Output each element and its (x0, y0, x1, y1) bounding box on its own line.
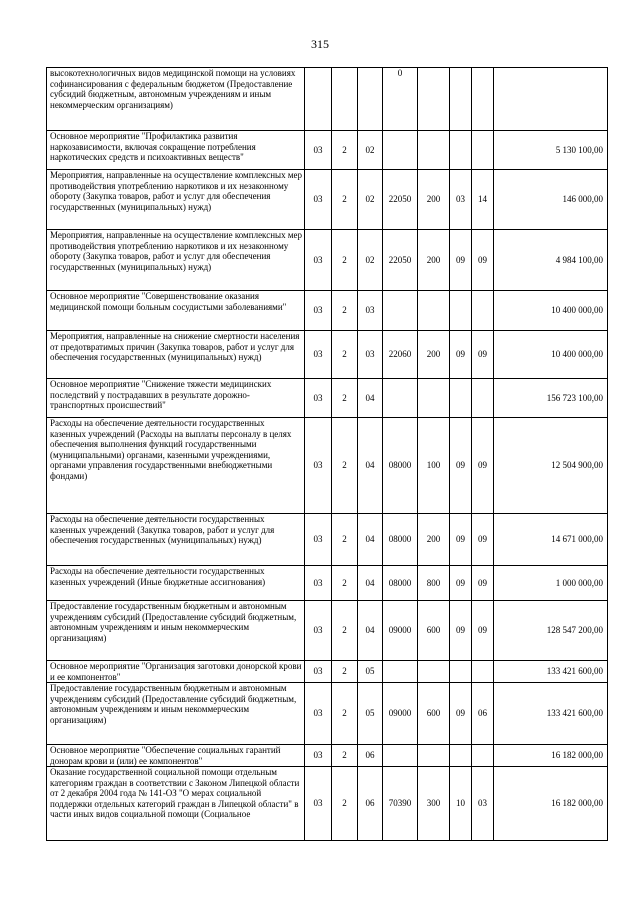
row-subsection (472, 379, 494, 418)
row-description: Мероприятия, направленные на снижение смертности населения от предотвратимых причин (Закупка товаров, работ и услуг для обеспечения государственных (муниципальных) нужд) (47, 331, 305, 379)
budget-table (46, 67, 608, 841)
row-amount: 156 723 100,00 (494, 379, 608, 418)
row-expense-type: 600 (418, 601, 450, 661)
row-subsection: 14 (472, 170, 494, 230)
table-row (47, 514, 608, 566)
row-subprogram: 2 (332, 683, 358, 745)
row-expense-type: 600 (418, 683, 450, 745)
row-event: 06 (358, 767, 383, 841)
row-expense-type: 200 (418, 170, 450, 230)
row-amount: 128 547 200,00 (494, 601, 608, 661)
row-event: 04 (358, 566, 383, 601)
row-description: Основное мероприятие "Профилактика развития наркозависимости, включая сокращение потребления наркотических средств и психоактивных веществ" (47, 131, 305, 170)
row-subprogram: 2 (332, 767, 358, 841)
row-direction: 08000 (383, 566, 418, 601)
row-section (450, 661, 472, 683)
row-subprogram: 2 (332, 230, 358, 291)
row-subprogram: 2 (332, 170, 358, 230)
table-row (47, 767, 608, 841)
row-event: 02 (358, 131, 383, 170)
table-row (47, 601, 608, 661)
table-row (47, 379, 608, 418)
row-amount: 5 130 100,00 (494, 131, 608, 170)
row-description: Предоставление государственным бюджетным и автономным учреждениям субсидий (Предоставление субсидий бюджетным, автономным учреждениям и иным некоммерческим организациям) (47, 601, 305, 661)
row-program: 03 (305, 418, 332, 514)
row-direction (383, 291, 418, 331)
row-event: 04 (358, 514, 383, 566)
row-expense-type: 200 (418, 514, 450, 566)
row-program (305, 68, 332, 131)
row-subprogram: 2 (332, 661, 358, 683)
row-section: 09 (450, 418, 472, 514)
row-direction: 09000 (383, 683, 418, 745)
row-subprogram: 2 (332, 745, 358, 767)
row-subsection (472, 68, 494, 131)
row-subsection: 06 (472, 683, 494, 745)
row-expense-type (418, 291, 450, 331)
table-row (47, 418, 608, 514)
row-direction (383, 131, 418, 170)
row-description: Расходы на обеспечение деятельности государственных казенных учреждений (Расходы на выплаты персоналу в целях обеспечения выполнения функций государственными (муниципальными) органами, казенными учреждениями, органами управления государственными внебюджетными фондами) (47, 418, 305, 514)
row-amount: 4 984 100,00 (494, 230, 608, 291)
row-subprogram: 2 (332, 291, 358, 331)
row-direction (383, 745, 418, 767)
row-subsection (472, 131, 494, 170)
row-section: 09 (450, 683, 472, 745)
row-description: Основное мероприятие "Обеспечение социальных гарантий донорам крови и (или) ее компонентов" (47, 745, 305, 767)
row-direction (383, 661, 418, 683)
row-program: 03 (305, 683, 332, 745)
row-program: 03 (305, 566, 332, 601)
row-section: 09 (450, 601, 472, 661)
table-row (47, 230, 608, 291)
row-direction: 09000 (383, 601, 418, 661)
row-description: Мероприятия, направленные на осуществление комплексных мер противодействия употреблению наркотиков и их незаконному обороту (Закупка товаров, работ и услуг для обеспечения государственных (муниципальных) нужд) (47, 170, 305, 230)
row-amount: 146 000,00 (494, 170, 608, 230)
row-amount: 12 504 900,00 (494, 418, 608, 514)
row-section: 10 (450, 767, 472, 841)
row-subsection (472, 291, 494, 331)
row-subsection: 09 (472, 566, 494, 601)
row-subprogram: 2 (332, 131, 358, 170)
table-row (47, 131, 608, 170)
row-description: высокотехнологичных видов медицинской помощи на условиях софинансирования с федеральным бюджетом (Предоставление субсидий бюджетным, автономным учреждениям и иным некоммерческим организациям) (47, 68, 305, 131)
row-amount: 133 421 600,00 (494, 661, 608, 683)
table-row (47, 68, 608, 131)
table-row (47, 661, 608, 683)
table-row (47, 566, 608, 601)
row-direction: 08000 (383, 418, 418, 514)
row-description: Оказание государственной социальной помощи отдельным категориям граждан в соответствии с Законом Липецкой области от 2 декабря 2004 года № 141-ОЗ "О мерах социальной поддержки отдельных категорий граждан в Липецкой области" в части иных видов социальной помощи (Социальное (47, 767, 305, 841)
row-description: Основное мероприятие "Организация заготовки донорской крови и ее компонентов" (47, 661, 305, 683)
row-section: 09 (450, 331, 472, 379)
row-amount: 14 671 000,00 (494, 514, 608, 566)
row-expense-type (418, 68, 450, 131)
table-row (47, 745, 608, 767)
row-event (358, 68, 383, 131)
row-direction (383, 379, 418, 418)
row-amount (494, 68, 608, 131)
row-expense-type (418, 745, 450, 767)
row-event: 04 (358, 418, 383, 514)
table-row (47, 170, 608, 230)
row-expense-type (418, 661, 450, 683)
row-program: 03 (305, 601, 332, 661)
row-direction: 22050 (383, 170, 418, 230)
row-program: 03 (305, 230, 332, 291)
row-event: 04 (358, 601, 383, 661)
row-program: 03 (305, 291, 332, 331)
row-section (450, 291, 472, 331)
row-amount: 1 000 000,00 (494, 566, 608, 601)
page-number: 315 (311, 37, 329, 51)
row-program: 03 (305, 379, 332, 418)
row-direction: 0 (383, 68, 418, 131)
row-program: 03 (305, 661, 332, 683)
row-subsection: 09 (472, 230, 494, 291)
row-expense-type: 300 (418, 767, 450, 841)
row-subprogram: 2 (332, 379, 358, 418)
row-subprogram (332, 68, 358, 131)
row-amount: 16 182 000,00 (494, 745, 608, 767)
row-amount: 10 400 000,00 (494, 331, 608, 379)
row-event: 04 (358, 379, 383, 418)
row-subsection (472, 745, 494, 767)
row-section: 09 (450, 230, 472, 291)
table-row (47, 331, 608, 379)
table-row (47, 291, 608, 331)
row-description: Предоставление государственным бюджетным и автономным учреждениям субсидий (Предоставление субсидий бюджетным, автономным учреждениям и иным некоммерческим организациям) (47, 683, 305, 745)
row-event: 06 (358, 745, 383, 767)
row-direction: 08000 (383, 514, 418, 566)
row-event: 05 (358, 683, 383, 745)
row-subprogram: 2 (332, 331, 358, 379)
row-program: 03 (305, 514, 332, 566)
row-expense-type: 800 (418, 566, 450, 601)
row-section: 09 (450, 566, 472, 601)
row-program: 03 (305, 170, 332, 230)
row-expense-type: 200 (418, 230, 450, 291)
row-subsection: 09 (472, 601, 494, 661)
row-program: 03 (305, 767, 332, 841)
row-section (450, 379, 472, 418)
row-subprogram: 2 (332, 514, 358, 566)
row-subsection: 09 (472, 418, 494, 514)
row-program: 03 (305, 331, 332, 379)
row-subsection: 09 (472, 514, 494, 566)
row-event: 03 (358, 291, 383, 331)
row-expense-type: 200 (418, 331, 450, 379)
row-description: Мероприятия, направленные на осуществление комплексных мер противодействия употреблению наркотиков и их незаконному обороту (Закупка товаров, работ и услуг для обеспечения государственных (муниципальных) нужд) (47, 230, 305, 291)
row-event: 05 (358, 661, 383, 683)
row-amount: 133 421 600,00 (494, 683, 608, 745)
row-subsection (472, 661, 494, 683)
row-subprogram: 2 (332, 418, 358, 514)
row-section (450, 745, 472, 767)
row-subsection: 09 (472, 331, 494, 379)
row-amount: 10 400 000,00 (494, 291, 608, 331)
row-amount: 16 182 000,00 (494, 767, 608, 841)
row-expense-type (418, 131, 450, 170)
row-description: Основное мероприятие "Снижение тяжести медицинских последствий у пострадавших в результате дорожно-транспортных происшествий" (47, 379, 305, 418)
row-description: Расходы на обеспечение деятельности государственных казенных учреждений (Иные бюджетные ассигнования) (47, 566, 305, 601)
row-program: 03 (305, 131, 332, 170)
row-expense-type (418, 379, 450, 418)
row-subprogram: 2 (332, 566, 358, 601)
row-expense-type: 100 (418, 418, 450, 514)
row-section: 03 (450, 170, 472, 230)
row-event: 03 (358, 331, 383, 379)
row-event: 02 (358, 230, 383, 291)
row-event: 02 (358, 170, 383, 230)
row-direction: 22050 (383, 230, 418, 291)
row-subsection: 03 (472, 767, 494, 841)
table-row (47, 683, 608, 745)
row-direction: 70390 (383, 767, 418, 841)
row-section (450, 68, 472, 131)
row-section (450, 131, 472, 170)
row-subprogram: 2 (332, 601, 358, 661)
row-direction: 22060 (383, 331, 418, 379)
row-program: 03 (305, 745, 332, 767)
row-description: Основное мероприятие "Совершенствование оказания медицинской помощи больным сосудистыми заболеваниями" (47, 291, 305, 331)
row-section: 09 (450, 514, 472, 566)
row-description: Расходы на обеспечение деятельности государственных казенных учреждений (Закупка товаров, работ и услуг для обеспечения государственных (муниципальных) нужд) (47, 514, 305, 566)
